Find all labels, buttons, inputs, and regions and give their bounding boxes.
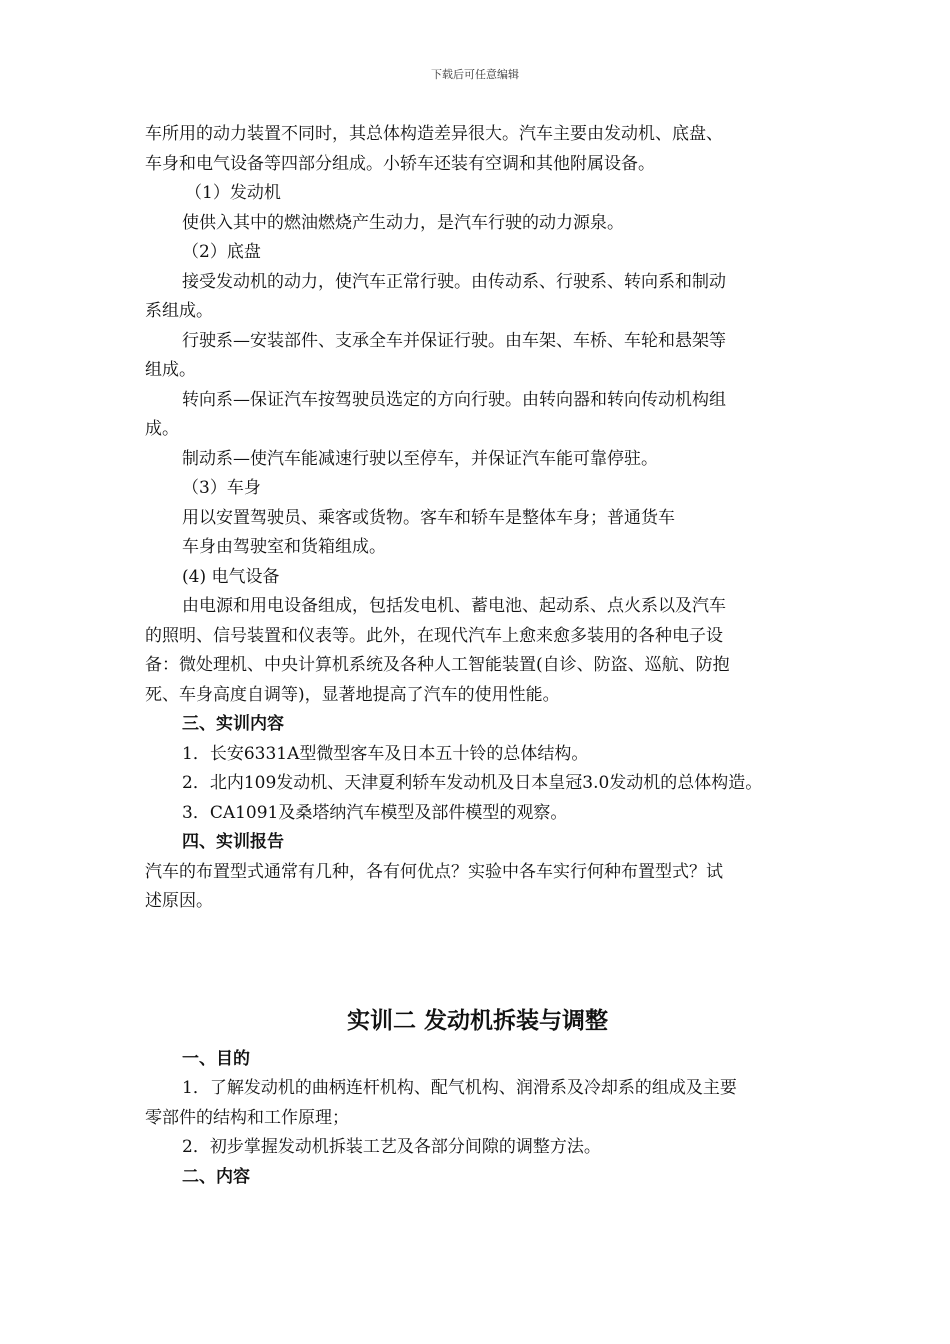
section-heading-training-report: 四、实训报告 [182, 832, 284, 852]
section-heading-training-content: 三、实训内容 [182, 714, 284, 734]
page-title: 实训二 发动机拆装与调整 [346, 1006, 608, 1034]
section-spacer [145, 917, 810, 997]
page-header: 下载后可任意编辑 [431, 68, 519, 81]
list-item: 2．初步掌握发动机拆装工艺及各部分间隙的调整方法。 [182, 1137, 601, 1157]
paragraph-line: 使供入其中的燃油燃烧产生动力，是汽车行驶的动力源泉。 [182, 212, 624, 233]
paragraph-line: 述原因。 [145, 891, 213, 911]
paragraph-line: 死、车身高度自调等)，显著地提高了汽车的使用性能。 [145, 684, 560, 705]
list-item: 1．了解发动机的曲柄连杆机构、配气机构、润滑系及冷却系的组成及主要 [182, 1078, 737, 1098]
paragraph-line: 制动系—使汽车能减速行驶以至停车，并保证汽车能可靠停驻。 [182, 448, 658, 469]
paragraph-line: 行驶系—安装部件、支承全车并保证行驶。由车架、车桥、车轮和悬架等 [182, 330, 726, 351]
list-item: 3．CA1091及桑塔纳汽车模型及部件模型的观察。 [182, 802, 568, 823]
paragraph-line: 备：微处理机、中央计算机系统及各种人工智能装置(自诊、防盗、巡航、防抱 [145, 655, 730, 675]
paragraph-line: 成。 [145, 419, 179, 439]
paragraph-line: 接受发动机的动力，使汽车正常行驶。由传动系、行驶系、转向系和制动 [182, 271, 726, 292]
paragraph-line: 转向系—保证汽车按驾驶员选定的方向行驶。由转向器和转向传动机构组 [182, 389, 726, 410]
subheading-body: （3）车身 [182, 478, 261, 498]
subheading-electrical: (4) 电气设备 [182, 566, 280, 587]
list-item: 2．北内109发动机、天津夏利轿车发动机及日本皇冠3.0发动机的总体构造。 [182, 773, 763, 793]
section-heading-content: 二、内容 [182, 1166, 250, 1187]
document-body [145, 120, 810, 1192]
paragraph-line: 由电源和用电设备组成，包括发电机、蓄电池、起动系、点火系以及汽车 [182, 596, 726, 616]
subheading-chassis: （2）底盘 [182, 242, 261, 262]
paragraph-line: 车所用的动力装置不同时，其总体构造差异很大。汽车主要由发动机、底盘、 [145, 124, 723, 144]
paragraph-line: 的照明、信号装置和仪表等。此外，在现代汽车上愈来愈多装用的各种电子设 [145, 625, 723, 646]
paragraph-line: 汽车的布置型式通常有几种，各有何优点？实验中各车实行何种布置型式？试 [145, 861, 723, 882]
paragraph-line: 零部件的结构和工作原理； [145, 1107, 349, 1128]
list-item: 1．长安6331A型微型客车及日本五十铃的总体结构。 [182, 743, 589, 764]
paragraph-line: 用以安置驾驶员、乘客或货物。客车和轿车是整体车身；普通货车 [182, 507, 675, 528]
paragraph-line: 车身由驾驶室和货箱组成。 [182, 537, 386, 557]
subheading-engine: （1）发动机 [185, 183, 281, 203]
paragraph-line: 车身和电气设备等四部分组成。小轿车还装有空调和其他附属设备。 [145, 153, 655, 174]
paragraph-line: 组成。 [145, 360, 196, 380]
paragraph-line: 系组成。 [145, 301, 213, 321]
section-heading-purpose: 一、目的 [182, 1048, 250, 1069]
